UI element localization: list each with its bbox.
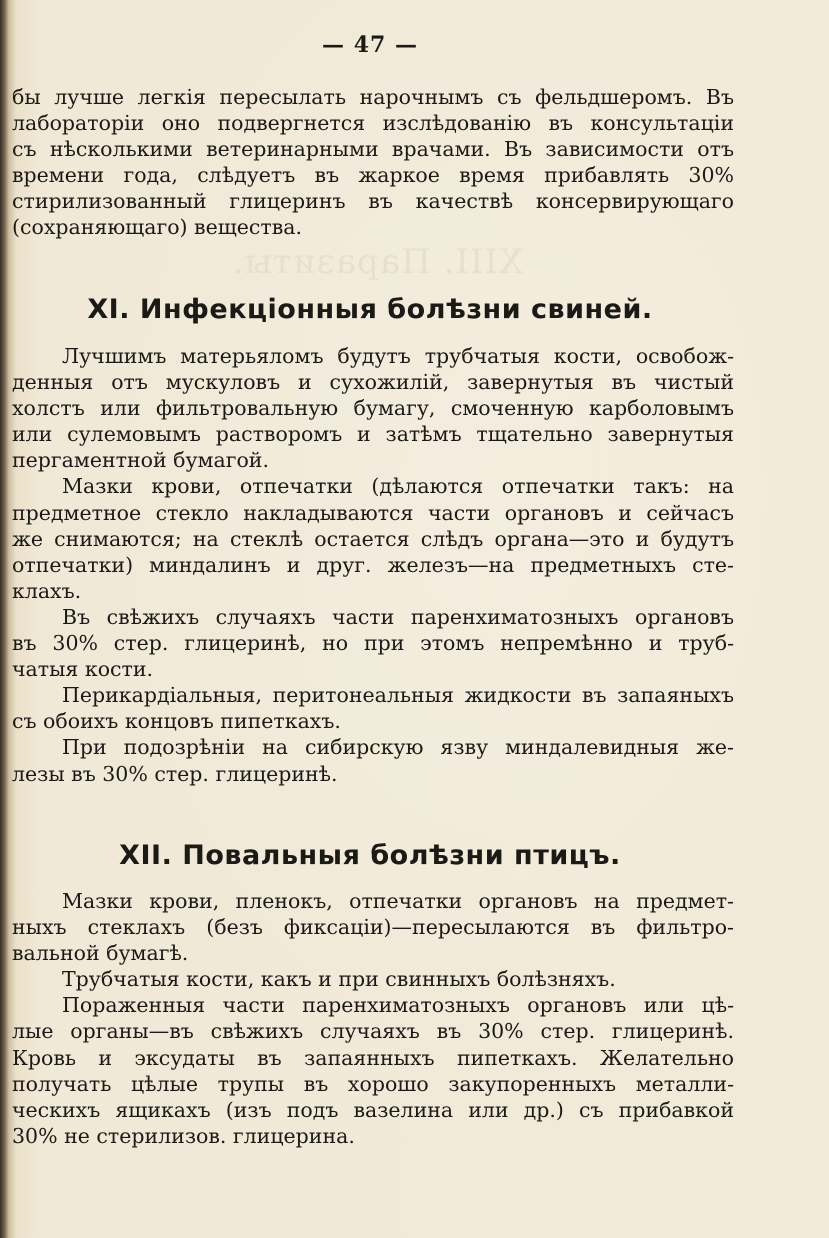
text-line: денныя отъ мускуловъ и сухожилій, завернутыя въ чистый bbox=[12, 370, 734, 395]
text-line: лые органы—въ свѣжихъ случаяхъ въ 30% стер. глицеринѣ. bbox=[12, 1019, 734, 1044]
text-line: или сулемовымъ растворомъ и затѣмъ тщательно завернутыя bbox=[12, 422, 734, 447]
text-line: получать цѣлые трупы въ хорошо закупоренныхъ металли- bbox=[12, 1071, 734, 1096]
text-line: пергаментной бумагой. bbox=[12, 448, 269, 473]
section-xii-heading: XII. Повальныя болѣзни птицъ. bbox=[119, 840, 621, 871]
text-line: Перикардіальныя, перитонеальныя жидкости въ запаяныхъ bbox=[62, 683, 734, 708]
text-line: Трубчатыя кости, какъ и при свинныхъ болѣзняхъ. bbox=[62, 967, 616, 992]
text-line: вальной бумагѣ. bbox=[12, 941, 189, 966]
intro-paragraph bbox=[12, 84, 734, 241]
section-xii-body bbox=[12, 888, 734, 1149]
text-line: ныхъ стеклахъ (безъ фиксаціи)—пересылаются въ фильтро- bbox=[12, 915, 734, 940]
page-number: — 47 — bbox=[322, 32, 418, 58]
text-line: Въ свѣжихъ случаяхъ части паренхиматозныхъ органовъ bbox=[62, 604, 734, 629]
text-line: же снимаются; на стеклѣ остается слѣдъ органа—это и будутъ bbox=[12, 526, 734, 551]
text-line: холстъ или фильтровальную бумагу, смоченную карболовымъ bbox=[12, 396, 734, 421]
text-line: лезы въ 30% стер. глицеринѣ. bbox=[12, 761, 338, 786]
text-line: въ 30% стер. глицеринѣ, но при этомъ непремѣнно и труб- bbox=[12, 631, 734, 656]
text-line: стирилизованный глицеринъ въ качествѣ консервирующаго bbox=[12, 189, 734, 214]
text-line: съ обоихъ концовъ пипеткахъ. bbox=[12, 709, 341, 734]
text-line: 30% не стерилизов. глицерина. bbox=[12, 1123, 355, 1148]
text-line: ческихъ ящикахъ (изъ подъ вазелина или др.) съ прибавкой bbox=[12, 1097, 734, 1122]
text-line: Пораженныя части паренхиматозныхъ органовъ или цѣ- bbox=[62, 993, 734, 1018]
text-line: лабораторіи оно подвергнется изслѣдованію въ консультаціи bbox=[12, 111, 734, 136]
text-line: времени года, слѣдуетъ въ жаркое время прибавлять 30% bbox=[12, 163, 734, 188]
text-line: Лучшимъ матерьяломъ будутъ трубчатыя кости, освобож- bbox=[62, 344, 734, 368]
text-line: Мазки крови, пленокъ, отпечатки органовъ на предмет- bbox=[62, 889, 734, 913]
section-xi-body bbox=[12, 343, 734, 787]
text-line: отпечатки) миндалинъ и друг. железъ—на предметныхъ сте- bbox=[12, 552, 734, 577]
text-line: клахъ. bbox=[12, 578, 82, 603]
text-line: съ нѣсколькими ветеринарными врачами. Въ зависимости отъ bbox=[12, 137, 734, 162]
text-line: Кровь и эксудаты въ запаянныхъ пипеткахъ. Желательно bbox=[12, 1045, 734, 1070]
text-line: (сохраняющаго) вещества. bbox=[12, 215, 303, 240]
text-line: чатыя кости. bbox=[12, 657, 154, 682]
text-line: предметное стекло накладываются части органовъ и сейчасъ bbox=[12, 500, 734, 525]
section-xi-heading: XI. Инфекціонныя болѣзни свиней. bbox=[87, 294, 653, 325]
text-line: бы лучше легкія пересылать нарочнымъ съ фельдшеромъ. Въ bbox=[12, 85, 734, 109]
text-line: При подозрѣніи на сибирскую язву миндалевидныя же- bbox=[62, 735, 734, 760]
bleed-through-text: XIII. Паразиты. bbox=[232, 242, 523, 282]
text-line: Мазки крови, отпечатки (дѣлаются отпечатки такъ: на bbox=[62, 474, 734, 499]
